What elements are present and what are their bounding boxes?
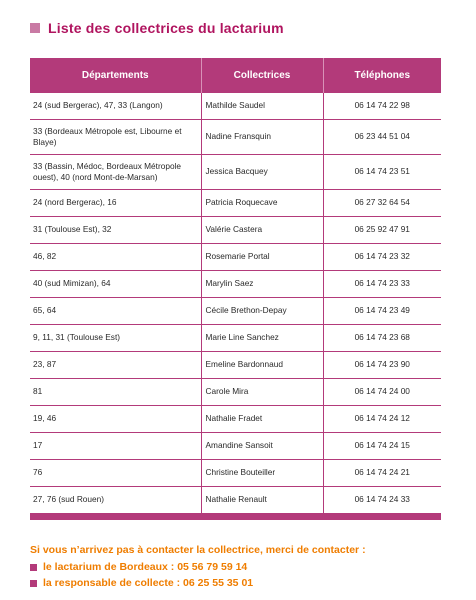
table-row — [30, 190, 441, 217]
cell-telephone: 06 14 74 23 90 — [323, 352, 441, 379]
cell-telephone: 06 23 44 51 04 — [323, 120, 441, 155]
cell-telephone: 06 14 74 23 68 — [323, 325, 441, 352]
contact-section — [30, 544, 450, 593]
table-bottom-bar — [30, 514, 441, 520]
page-title: Liste des collectrices du lactarium — [48, 20, 284, 36]
cell-telephone: 06 14 74 24 15 — [323, 433, 441, 460]
cell-telephone: 06 14 74 23 49 — [323, 298, 441, 325]
collectrices-table — [30, 58, 441, 514]
cell-departements: 46, 82 — [30, 244, 201, 271]
cell-collectrice: Cécile Brethon-Depay — [201, 298, 323, 325]
cell-departements: 76 — [30, 460, 201, 487]
table-header-row — [30, 58, 441, 93]
cell-telephone: 06 14 74 24 33 — [323, 487, 441, 514]
table-row — [30, 217, 441, 244]
cell-departements: 17 — [30, 433, 201, 460]
table-row — [30, 298, 441, 325]
cell-telephone: 06 14 74 24 21 — [323, 460, 441, 487]
table-row — [30, 93, 441, 120]
header-departements: Départements — [30, 58, 201, 93]
cell-telephone: 06 14 74 24 00 — [323, 379, 441, 406]
cell-departements: 40 (sud Mimizan), 64 — [30, 271, 201, 298]
table-row — [30, 379, 441, 406]
cell-telephone: 06 27 32 64 54 — [323, 190, 441, 217]
cell-collectrice: Nadine Fransquin — [201, 120, 323, 155]
square-bullet-icon — [30, 580, 37, 587]
cell-collectrice: Carole Mira — [201, 379, 323, 406]
square-bullet-icon — [30, 23, 40, 33]
cell-collectrice: Nathalie Fradet — [201, 406, 323, 433]
cell-departements: 81 — [30, 379, 201, 406]
table-row — [30, 406, 441, 433]
table-row — [30, 120, 441, 155]
cell-collectrice: Christine Bouteiller — [201, 460, 323, 487]
table-row — [30, 271, 441, 298]
cell-departements: 9, 11, 31 (Toulouse Est) — [30, 325, 201, 352]
contact-lactarium — [30, 561, 450, 573]
header-collectrices: Collectrices — [201, 58, 323, 93]
cell-collectrice: Jessica Bacquey — [201, 155, 323, 190]
table-row — [30, 244, 441, 271]
collectrices-table-wrap — [30, 58, 441, 520]
cell-collectrice: Nathalie Renault — [201, 487, 323, 514]
cell-telephone: 06 14 74 22 98 — [323, 93, 441, 120]
table-row — [30, 433, 441, 460]
cell-collectrice: Valérie Castera — [201, 217, 323, 244]
cell-collectrice: Patricia Roquecave — [201, 190, 323, 217]
cell-departements: 31 (Toulouse Est), 32 — [30, 217, 201, 244]
cell-telephone: 06 14 74 23 51 — [323, 155, 441, 190]
table-body — [30, 93, 441, 514]
table-row — [30, 352, 441, 379]
cell-collectrice: Marylin Saez — [201, 271, 323, 298]
square-bullet-icon — [30, 564, 37, 571]
table-row — [30, 325, 441, 352]
title-row — [30, 18, 284, 38]
cell-collectrice: Amandine Sansoit — [201, 433, 323, 460]
cell-collectrice: Mathilde Saudel — [201, 93, 323, 120]
contact-responsable — [30, 577, 450, 589]
cell-departements: 24 (sud Bergerac), 47, 33 (Langon) — [30, 93, 201, 120]
cell-departements: 65, 64 — [30, 298, 201, 325]
cell-departements: 27, 76 (sud Rouen) — [30, 487, 201, 514]
table-row — [30, 155, 441, 190]
cell-departements: 23, 87 — [30, 352, 201, 379]
cell-telephone: 06 25 92 47 91 — [323, 217, 441, 244]
cell-departements: 33 (Bassin, Médoc, Bordeaux Métropole ouest), 40 (nord Mont-de-Marsan) — [30, 155, 201, 190]
cell-telephone: 06 14 74 23 32 — [323, 244, 441, 271]
contact-responsable-text: la responsable de collecte : 06 25 55 35 01 — [43, 577, 254, 589]
table-row — [30, 487, 441, 514]
cell-telephone: 06 14 74 24 12 — [323, 406, 441, 433]
header-telephones: Téléphones — [323, 58, 441, 93]
table-row — [30, 460, 441, 487]
cell-collectrice: Marie Line Sanchez — [201, 325, 323, 352]
contact-intro: Si vous n’arrivez pas à contacter la collectrice, merci de contacter : — [30, 544, 366, 556]
cell-collectrice: Emeline Bardonnaud — [201, 352, 323, 379]
cell-collectrice: Rosemarie Portal — [201, 244, 323, 271]
cell-departements: 33 (Bordeaux Métropole est, Libourne et Blaye) — [30, 120, 201, 155]
contact-lactarium-text: le lactarium de Bordeaux : 05 56 79 59 14 — [43, 561, 248, 573]
cell-departements: 19, 46 — [30, 406, 201, 433]
cell-departements: 24 (nord Bergerac), 16 — [30, 190, 201, 217]
cell-telephone: 06 14 74 23 33 — [323, 271, 441, 298]
